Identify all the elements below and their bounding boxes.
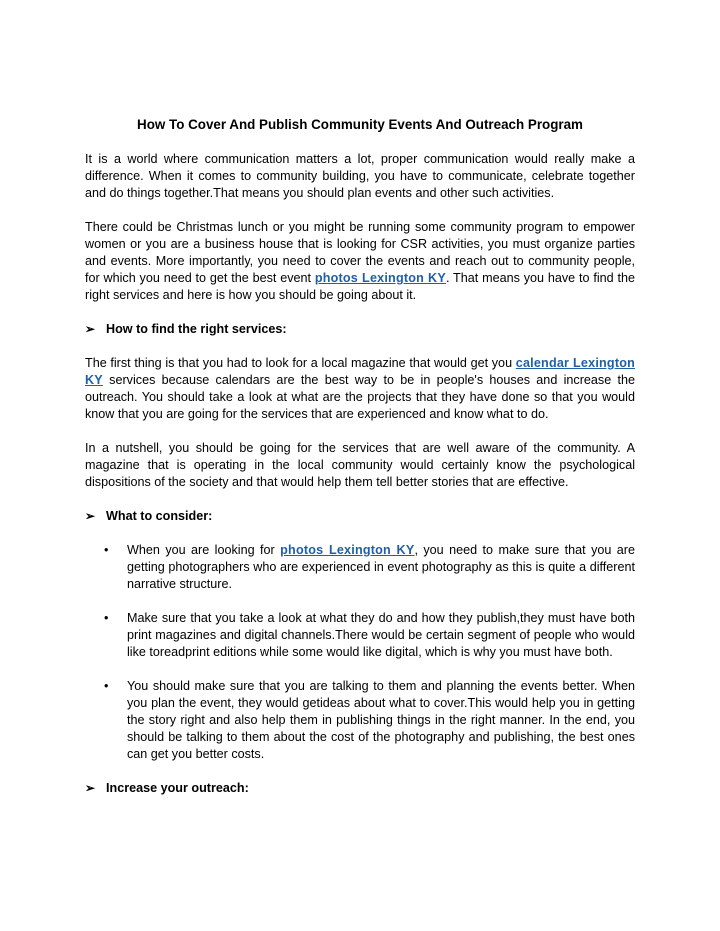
page-title: How To Cover And Publish Community Events And Outreach Program bbox=[137, 117, 583, 132]
paragraph-3-text-before: The first thing is that you had to look for a local magazine that would get you bbox=[85, 356, 516, 370]
list-item bbox=[85, 542, 635, 593]
paragraph-2-text-after: . That means you have to find the right services and here is how you should be going about it. bbox=[85, 271, 635, 302]
arrow-bullet-icon: ➢ bbox=[85, 322, 96, 336]
list-item-text: Make sure that you take a look at what they do and how they publish,they must have both print magazines and digital channels.There would be certain segment of people who would like toreadprint editions while some would like digital, which is why you must have both. bbox=[127, 611, 635, 659]
section-heading-increase-outreach bbox=[85, 780, 635, 797]
paragraph-4-text: In a nutshell, you should be going for the services that are well aware of the community. A magazine that is operating in the local community would certainly know the psychological dispositions of the society and that would help them tell better stories that are effective. bbox=[85, 441, 635, 489]
photos-lexington-link[interactable]: photos Lexington KY bbox=[280, 543, 415, 557]
bullet-dot-icon: • bbox=[104, 611, 109, 625]
list-item-text-after: , you need to make sure that you are getting photographers who are experienced in event photography as this is quite a different narrative structure. bbox=[127, 543, 636, 591]
paragraph-2 bbox=[85, 219, 635, 304]
section-heading-text: Increase your outreach: bbox=[106, 781, 249, 795]
intro-paragraph bbox=[85, 151, 635, 202]
arrow-bullet-icon: ➢ bbox=[85, 781, 96, 795]
paragraph-2-text-before: There could be Christmas lunch or you might be running some community program to empower women or you are a business house that is looking for CSR activities, you must organize parties and events. More importantly, you need to cover the events and reach out to community people, for which you need to get the best event bbox=[85, 220, 635, 285]
section-heading-what-to-consider bbox=[85, 508, 635, 525]
document-page bbox=[85, 116, 635, 814]
paragraph-3-text-after: services because calendars are the best way to be in people's houses and increase the outreach. You should take a look at what are the projects that they have done so that you would know that you are going for the services that are experienced and know what to do. bbox=[85, 373, 635, 421]
list-item-text-before: When you are looking for bbox=[127, 543, 281, 557]
consider-list bbox=[85, 542, 635, 763]
paragraph-3 bbox=[85, 355, 635, 423]
arrow-bullet-icon: ➢ bbox=[85, 509, 96, 523]
paragraph-4 bbox=[85, 440, 635, 491]
section-heading-find-services bbox=[85, 321, 635, 338]
section-heading-text: What to consider: bbox=[106, 509, 213, 523]
photos-lexington-link[interactable]: photos Lexington KY bbox=[314, 271, 446, 285]
list-item-text: You should make sure that you are talking to them and planning the events better. When you plan the event, they would getideas about what to cover.This would help you in getting the story right and also help them in publishing things in the right manner. In the end, you should be talking to them about the cost of the photography and publishing, the best ones can get you better costs. bbox=[127, 679, 635, 761]
bullet-dot-icon: • bbox=[104, 679, 109, 693]
list-item bbox=[85, 610, 635, 661]
intro-text: It is a world where communication matters a lot, proper communication would really make a difference. When it comes to community building, you have to communicate, celebrate together and do things together.That means you should plan events and other such activities. bbox=[85, 152, 635, 200]
section-heading-text: How to find the right services: bbox=[106, 322, 287, 336]
calendar-lexington-link[interactable]: calendar Lexington KY bbox=[85, 356, 635, 387]
list-item bbox=[85, 678, 635, 763]
bullet-dot-icon: • bbox=[104, 543, 109, 557]
